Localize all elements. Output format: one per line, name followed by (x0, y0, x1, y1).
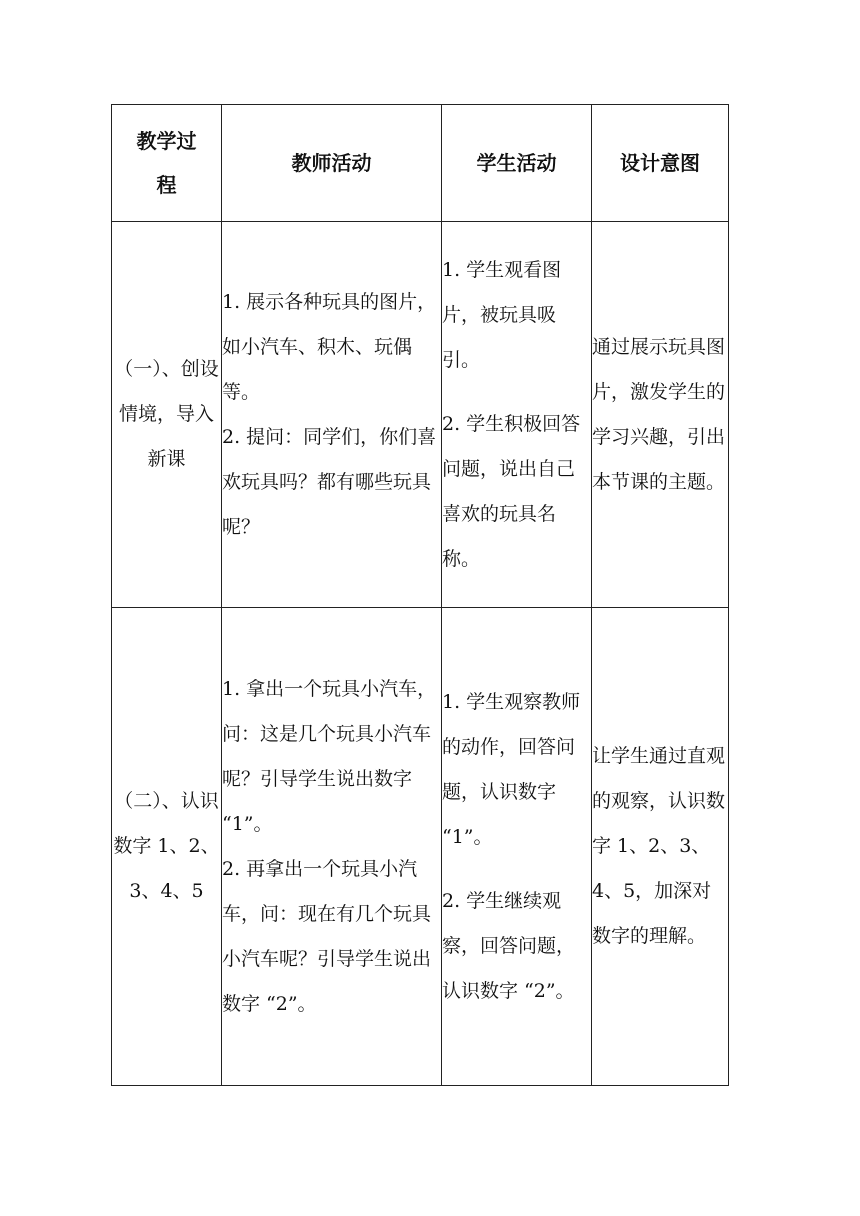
table-row (112, 222, 729, 608)
header-stage: 教学过程 (112, 105, 222, 222)
teacher-step: 1. 拿出一个玩具小汽车，问：这是几个玩具小汽车呢？引导学生说出数字 “1”。 (222, 677, 437, 835)
header-teacher-activity: 教师活动 (222, 105, 442, 222)
teacher-step: 2. 提问：同学们，你们喜欢玩具吗？都有哪些玩具呢？ (222, 425, 437, 538)
teacher-step: 2. 再拿出一个玩具小汽车，问：现在有几个玩具小汽车呢？引导学生说出数字 “2”。 (222, 857, 432, 1015)
header-design-intent: 设计意图 (592, 105, 729, 222)
stage-cell: （二）、认识数字 1、2、3、4、5 (112, 608, 222, 1086)
table-row (112, 608, 729, 1086)
teacher-activity-cell (222, 608, 442, 1086)
student-step: 1. 学生观看图片，被玩具吸引。 (442, 258, 562, 371)
student-step: 2. 学生继续观察，回答问题，认识数字 “2”。 (442, 889, 576, 1002)
teacher-step: 1. 展示各种玩具的图片，如小汽车、积木、玩偶等。 (222, 290, 437, 403)
student-step: 2. 学生积极回答问题，说出自己喜欢的玩具名称。 (442, 412, 581, 570)
stage-cell: （一）、创设情境，导入新课 (112, 222, 222, 608)
student-activity-cell (442, 222, 592, 608)
header-student-activity: 学生活动 (442, 105, 592, 222)
teacher-activity-cell (222, 222, 442, 608)
header-row (112, 105, 729, 222)
design-intent-cell: 让学生通过直观的观察，认识数字 1、2、3、4、5，加深对数字的理解。 (592, 608, 729, 1086)
student-activity-cell (442, 608, 592, 1086)
student-step: 1. 学生观察教师的动作，回答问题，认识数字 “1”。 (442, 690, 581, 848)
design-intent-cell: 通过展示玩具图片，激发学生的学习兴趣，引出本节课的主题。 (592, 222, 729, 608)
lesson-plan-table (111, 104, 729, 1086)
